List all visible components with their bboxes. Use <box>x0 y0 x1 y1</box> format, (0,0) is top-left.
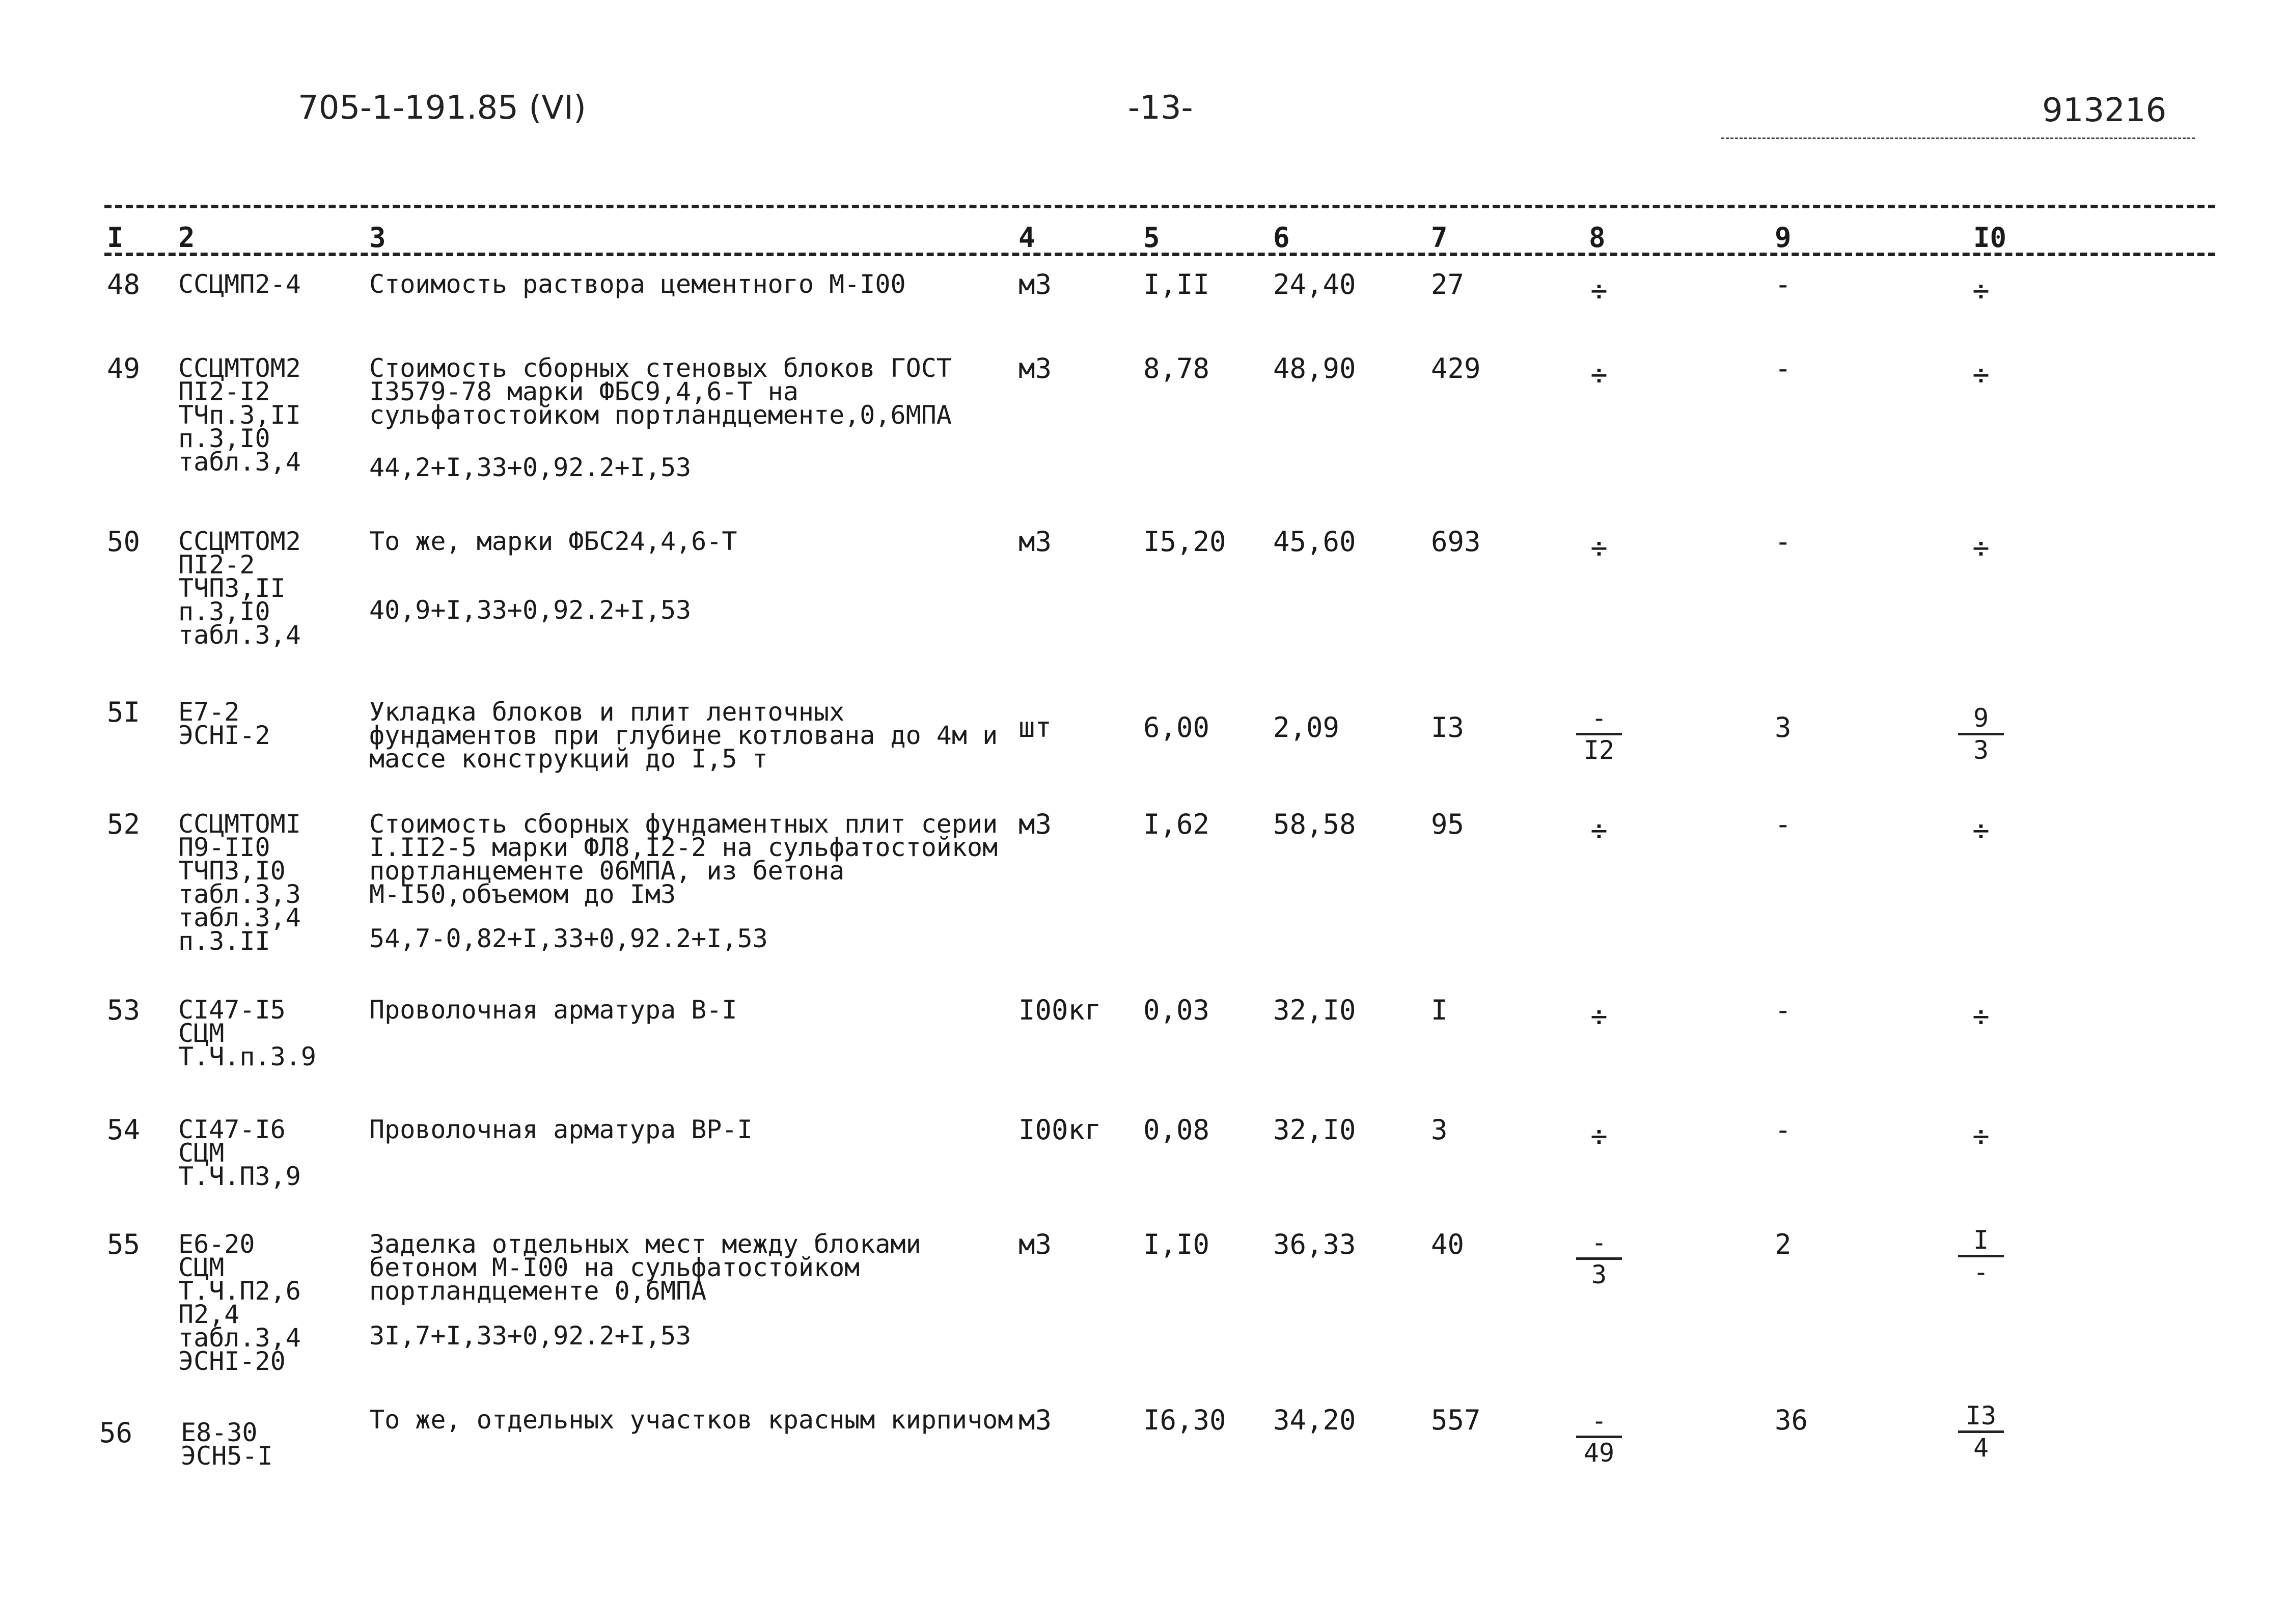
rate-code: П2,4 <box>178 1300 240 1329</box>
col9-value: 2 <box>1775 1228 1792 1260</box>
row-number: 49 <box>107 352 141 384</box>
fraction-denominator: 4 <box>1973 1433 1989 1463</box>
col10-fraction <box>1943 1227 2019 1285</box>
unit: м3 <box>1018 808 1052 840</box>
rate-code: ССЦМП2-4 <box>178 269 301 299</box>
unit-price: 48,90 <box>1273 352 1356 384</box>
total: 3 <box>1431 1114 1448 1146</box>
divide-mark-icon: ÷ <box>1972 814 1990 847</box>
unit-price: 58,58 <box>1273 808 1356 840</box>
description: I3579-78 марки ФБС9,4,6-Т на <box>369 377 798 406</box>
divide-mark-icon: ÷ <box>1972 1120 1990 1153</box>
unit-price: 45,60 <box>1273 526 1356 558</box>
rate-code: табл.3,3 <box>178 879 301 909</box>
formula: 44,2+I,33+0,92.2+I,53 <box>369 453 692 482</box>
divide-mark-icon: ÷ <box>1590 359 1608 392</box>
col-header-10: I0 <box>1973 222 2007 254</box>
quantity: I6,30 <box>1143 1404 1226 1436</box>
total: 693 <box>1431 526 1481 558</box>
description: бетоном М-I00 на сульфатостойком <box>369 1253 860 1282</box>
row-number: 50 <box>107 526 141 558</box>
total: 557 <box>1431 1404 1481 1436</box>
unit-price: 32,I0 <box>1273 1114 1356 1146</box>
rate-code: СI47-I6 <box>178 1115 286 1144</box>
fraction-numerator: - <box>1591 1406 1607 1436</box>
row-number: 5I <box>107 696 141 728</box>
rate-code: ЭСНI-20 <box>178 1346 286 1376</box>
col9-value: - <box>1775 268 1792 300</box>
col9-value: - <box>1775 1114 1792 1146</box>
rate-code: табл.3,4 <box>178 903 301 932</box>
divide-mark-icon: ÷ <box>1972 1000 1990 1033</box>
fraction-numerator: 9 <box>1973 703 1989 733</box>
fraction-denominator: 3 <box>1591 1260 1607 1289</box>
divide-mark-icon: ÷ <box>1972 274 1990 308</box>
quantity: 6,00 <box>1143 711 1210 744</box>
divide-mark-icon: ÷ <box>1590 814 1608 847</box>
row-number: 55 <box>107 1228 141 1260</box>
col9-value: - <box>1775 994 1792 1026</box>
rate-code: п.3.II <box>178 926 270 956</box>
total: 40 <box>1431 1228 1465 1260</box>
row-number: 52 <box>107 808 141 840</box>
total: I3 <box>1431 711 1465 744</box>
fraction-denominator: - <box>1973 1257 1989 1287</box>
rate-code: СЦМ <box>178 1138 225 1168</box>
rate-code: Т.Ч.П2,6 <box>178 1276 301 1306</box>
unit: м3 <box>1018 352 1052 384</box>
rate-code: табл.3,4 <box>178 1323 301 1353</box>
quantity: I,62 <box>1143 808 1210 840</box>
sheet-number: 913216 <box>2042 92 2167 129</box>
total: 95 <box>1431 808 1465 840</box>
quantity: I5,20 <box>1143 526 1226 558</box>
col-header-5: 5 <box>1143 222 1160 254</box>
fraction-numerator: - <box>1591 703 1607 733</box>
rate-code: ЭСН5-I <box>181 1441 273 1471</box>
formula: 40,9+I,33+0,92.2+I,53 <box>369 595 692 625</box>
rate-code: Е7-2 <box>178 697 240 727</box>
description: Заделка отдельных мест между блоками <box>369 1229 921 1259</box>
col-header-2: 2 <box>178 222 195 254</box>
description: Проволочная арматура В-I <box>369 995 737 1025</box>
rate-code: ПI2-I2 <box>178 377 270 406</box>
rate-code: П9-II0 <box>178 833 270 862</box>
quantity: 0,08 <box>1143 1114 1210 1146</box>
document-code: 705-1-191.85 (VI) <box>298 89 586 127</box>
rate-code: ССЦМТОМ2 <box>178 527 301 556</box>
table-top-rule <box>104 205 2215 208</box>
col-header-7: 7 <box>1431 222 1448 254</box>
row-number: 56 <box>99 1417 133 1449</box>
rate-code: СЦМ <box>178 1253 225 1282</box>
rate-code: ССЦМТОМ2 <box>178 353 301 383</box>
rate-code: СЦМ <box>178 1019 225 1048</box>
total: I <box>1431 994 1448 1026</box>
rate-code: ТЧП3,I0 <box>178 856 286 886</box>
unit: шт <box>1018 711 1052 744</box>
fraction-denominator: I2 <box>1583 735 1615 765</box>
description: То же, марки ФБС24,4,6-Т <box>369 527 737 556</box>
row-number: 53 <box>107 994 141 1026</box>
rate-code: СI47-I5 <box>178 995 286 1025</box>
col-header-8: 8 <box>1589 222 1606 254</box>
col-header-3: 3 <box>369 222 386 254</box>
rate-code: табл.3,4 <box>178 620 301 650</box>
unit: I00кг <box>1018 1114 1101 1146</box>
unit-price: 36,33 <box>1273 1228 1356 1260</box>
description: То же, отдельных участков красным кирпичом <box>369 1405 1013 1435</box>
unit: I00кг <box>1018 994 1101 1026</box>
unit-price: 32,I0 <box>1273 994 1356 1026</box>
col-header-6: 6 <box>1273 222 1290 254</box>
col8-fraction <box>1561 1230 1637 1287</box>
fraction-numerator: I3 <box>1965 1401 1997 1430</box>
col8-fraction <box>1561 705 1637 763</box>
col9-value: 36 <box>1775 1404 1808 1436</box>
col10-fraction <box>1943 1403 2019 1461</box>
divide-mark-icon: ÷ <box>1972 359 1990 392</box>
quantity: 8,78 <box>1143 352 1210 384</box>
rate-code: Е6-20 <box>178 1229 255 1259</box>
quantity: 0,03 <box>1143 994 1210 1026</box>
col9-value: - <box>1775 352 1792 384</box>
rate-code: Т.Ч.п.3.9 <box>178 1042 316 1071</box>
unit-price: 2,09 <box>1273 711 1340 744</box>
formula: 54,7-0,82+I,33+0,92.2+I,53 <box>369 924 768 953</box>
col-header-9: 9 <box>1775 222 1792 254</box>
col8-fraction <box>1561 1408 1637 1466</box>
rate-code: п.3,I0 <box>178 597 270 626</box>
description: Стоимость сборных стеновых блоков ГОСТ <box>369 353 952 383</box>
unit-price: 34,20 <box>1273 1404 1356 1436</box>
description: фундаментов при глубине котлована до 4м и <box>369 721 998 750</box>
rate-code: ЭСНI-2 <box>178 721 270 750</box>
unit-price: 24,40 <box>1273 268 1356 300</box>
col9-value: - <box>1775 526 1792 558</box>
quantity: I,I0 <box>1143 1228 1210 1260</box>
description: Укладка блоков и плит ленточных <box>369 697 845 727</box>
description: сульфатостойком портландцементе,0,6МПА <box>369 400 952 430</box>
divide-mark-icon: ÷ <box>1590 1120 1608 1153</box>
rate-code: табл.3,4 <box>178 447 301 477</box>
formula: 3I,7+I,33+0,92.2+I,53 <box>369 1321 692 1351</box>
col9-value: - <box>1775 808 1792 840</box>
description: Стоимость сборных фундаментных плит серии <box>369 809 998 839</box>
fraction-numerator: I <box>1973 1225 1989 1255</box>
total: 27 <box>1431 268 1465 300</box>
rate-code: ТЧП3,II <box>178 573 286 603</box>
divide-mark-icon: ÷ <box>1590 532 1608 565</box>
description: портландцементе 0,6МПА <box>369 1276 707 1306</box>
unit: м3 <box>1018 526 1052 558</box>
header-underline <box>1721 137 2195 139</box>
col9-value: 3 <box>1775 711 1792 744</box>
description: М-I50,объемом до Iм3 <box>369 879 676 909</box>
fraction-denominator: 49 <box>1583 1438 1615 1468</box>
description: Стоимость раствора цементного М-I00 <box>369 269 906 299</box>
col-header-4: 4 <box>1018 222 1035 254</box>
rate-code: п.3,I0 <box>178 424 270 453</box>
rate-code: ССЦМТОМI <box>178 809 301 839</box>
unit: м3 <box>1018 268 1052 300</box>
unit: м3 <box>1018 1404 1052 1436</box>
col-header-1: I <box>107 222 124 254</box>
divide-mark-icon: ÷ <box>1590 274 1608 308</box>
description: I.II2-5 марки ФЛ8,I2-2 на сульфатостойком <box>369 833 998 862</box>
rate-code: Е8-30 <box>181 1418 258 1447</box>
description: Проволочная арматура ВР-I <box>369 1115 753 1144</box>
total: 429 <box>1431 352 1481 384</box>
rate-code: ТЧп.3,II <box>178 400 301 430</box>
row-number: 48 <box>107 268 141 300</box>
rate-code: Т.Ч.П3,9 <box>178 1162 301 1191</box>
quantity: I,II <box>1143 268 1210 300</box>
description: массе конструкций до I,5 т <box>369 744 768 774</box>
row-number: 54 <box>107 1114 141 1146</box>
description: портланцементе 06МПА, из бетона <box>369 856 845 886</box>
page-number: -13- <box>1128 89 1193 127</box>
fraction-numerator: - <box>1591 1228 1607 1257</box>
unit: м3 <box>1018 1228 1052 1260</box>
divide-mark-icon: ÷ <box>1972 532 1990 565</box>
fraction-denominator: 3 <box>1973 735 1989 765</box>
col10-fraction <box>1943 705 2019 763</box>
rate-code: ПI2-2 <box>178 550 255 580</box>
divide-mark-icon: ÷ <box>1590 1000 1608 1033</box>
